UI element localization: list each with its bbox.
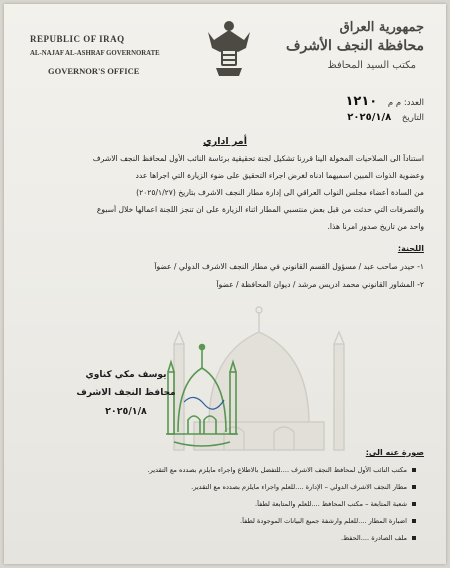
copy-item-text: مكتب النائب الأول لمحافظ النجف الاشرف ....للتفضل بالاطلاع واجراء مايلزم بصدده مع التقدير.	[147, 466, 407, 474]
copy-item-text: اضبارة المطار ....للعلم وارشفة جميع البيانات الموجودة لطفاً.	[240, 517, 407, 525]
order-body-line: والتصرفات التي حدثت من قبل بعض منتسبي المطار اثناء الزيارة على ان تنجز اللجنة اعمالها خلال أسبوع	[96, 205, 424, 214]
header-ar-office: مكتب السيد المحافظ	[327, 60, 416, 71]
order-title: أمر اداري	[203, 136, 247, 147]
copy-item	[36, 517, 416, 525]
ref-number-value: ١٢١٠	[345, 94, 378, 109]
order-body-line: واحد من تاريخ صدور امرنا هذا.	[327, 222, 424, 231]
signatory-title: محافظ النجف الاشرف	[76, 388, 176, 398]
order-body-line: من السادة أعضاء مجلس النواب العراقي الى إدارة مطار النجف الاشرف بتاريخ (٢٠٢٥/١/٢٧)	[136, 188, 424, 197]
copy-item-text: ملف الصادرة ....الحفظ.	[340, 534, 407, 542]
header-ar-republic: جمهورية العراق	[339, 20, 424, 35]
copy-item-text: مطار النجف الاشرف الدولي – الإدارة ....للعلم واجراء مايلزم بصدده مع التقدير.	[191, 483, 407, 491]
copy-item	[36, 466, 416, 474]
ref-date-row	[347, 112, 424, 123]
order-body-line: استناداً الى الصلاحيات المخولة الينا قررنا تشكيل لجنة تحقيقية برئاسة النائب الأول لمحافظ النجف الاشرف	[92, 154, 424, 163]
header-en-office: GOVERNOR'S OFFICE	[48, 66, 140, 76]
ref-date-value: ٢٠٢٥/١/٨	[347, 112, 392, 123]
committee-label: اللجنة:	[397, 244, 424, 253]
iraq-eagle-emblem-icon	[206, 18, 252, 82]
ref-number-label: العدد: م م	[387, 98, 424, 108]
copy-item	[36, 500, 416, 508]
copies-label: صورة عنه الى:	[365, 448, 424, 457]
committee-member: ١- حيدر صاحب عبد / مسؤول القسم القانوني في مطار النجف الاشرف الدولي / عضواً	[154, 262, 424, 271]
copy-item-text: شعبة المتابعة – مكتب المحافظ ....للعلم والمتابعة لطفاً.	[255, 500, 407, 508]
ref-date-label: التاريخ	[401, 113, 424, 123]
order-body-line: وعضوية الذوات المبين اسميهما ادناه لغرض اجراء التحقيق على ضوء الزيارة التي اجراها عدد	[135, 171, 424, 180]
signatory-name: يوسف مكي كناوي	[85, 370, 167, 380]
copy-item	[36, 534, 416, 542]
document-page	[4, 4, 446, 564]
copy-item	[36, 483, 416, 491]
header-en-republic: REPUBLIC OF IRAQ	[30, 34, 125, 44]
committee-member: ٢- المشاور القانوني محمد ادريس مرشد / ديوان المحافظة / عضواً	[216, 280, 424, 289]
ref-number-row	[345, 94, 424, 109]
signature-date: ٢٠٢٥/١/٨	[105, 406, 147, 417]
header-en-governorate: AL-NAJAF AL-ASHRAF GOVERNORATE	[30, 50, 160, 57]
header-ar-governorate: محافظة النجف الأشرف	[286, 38, 424, 54]
